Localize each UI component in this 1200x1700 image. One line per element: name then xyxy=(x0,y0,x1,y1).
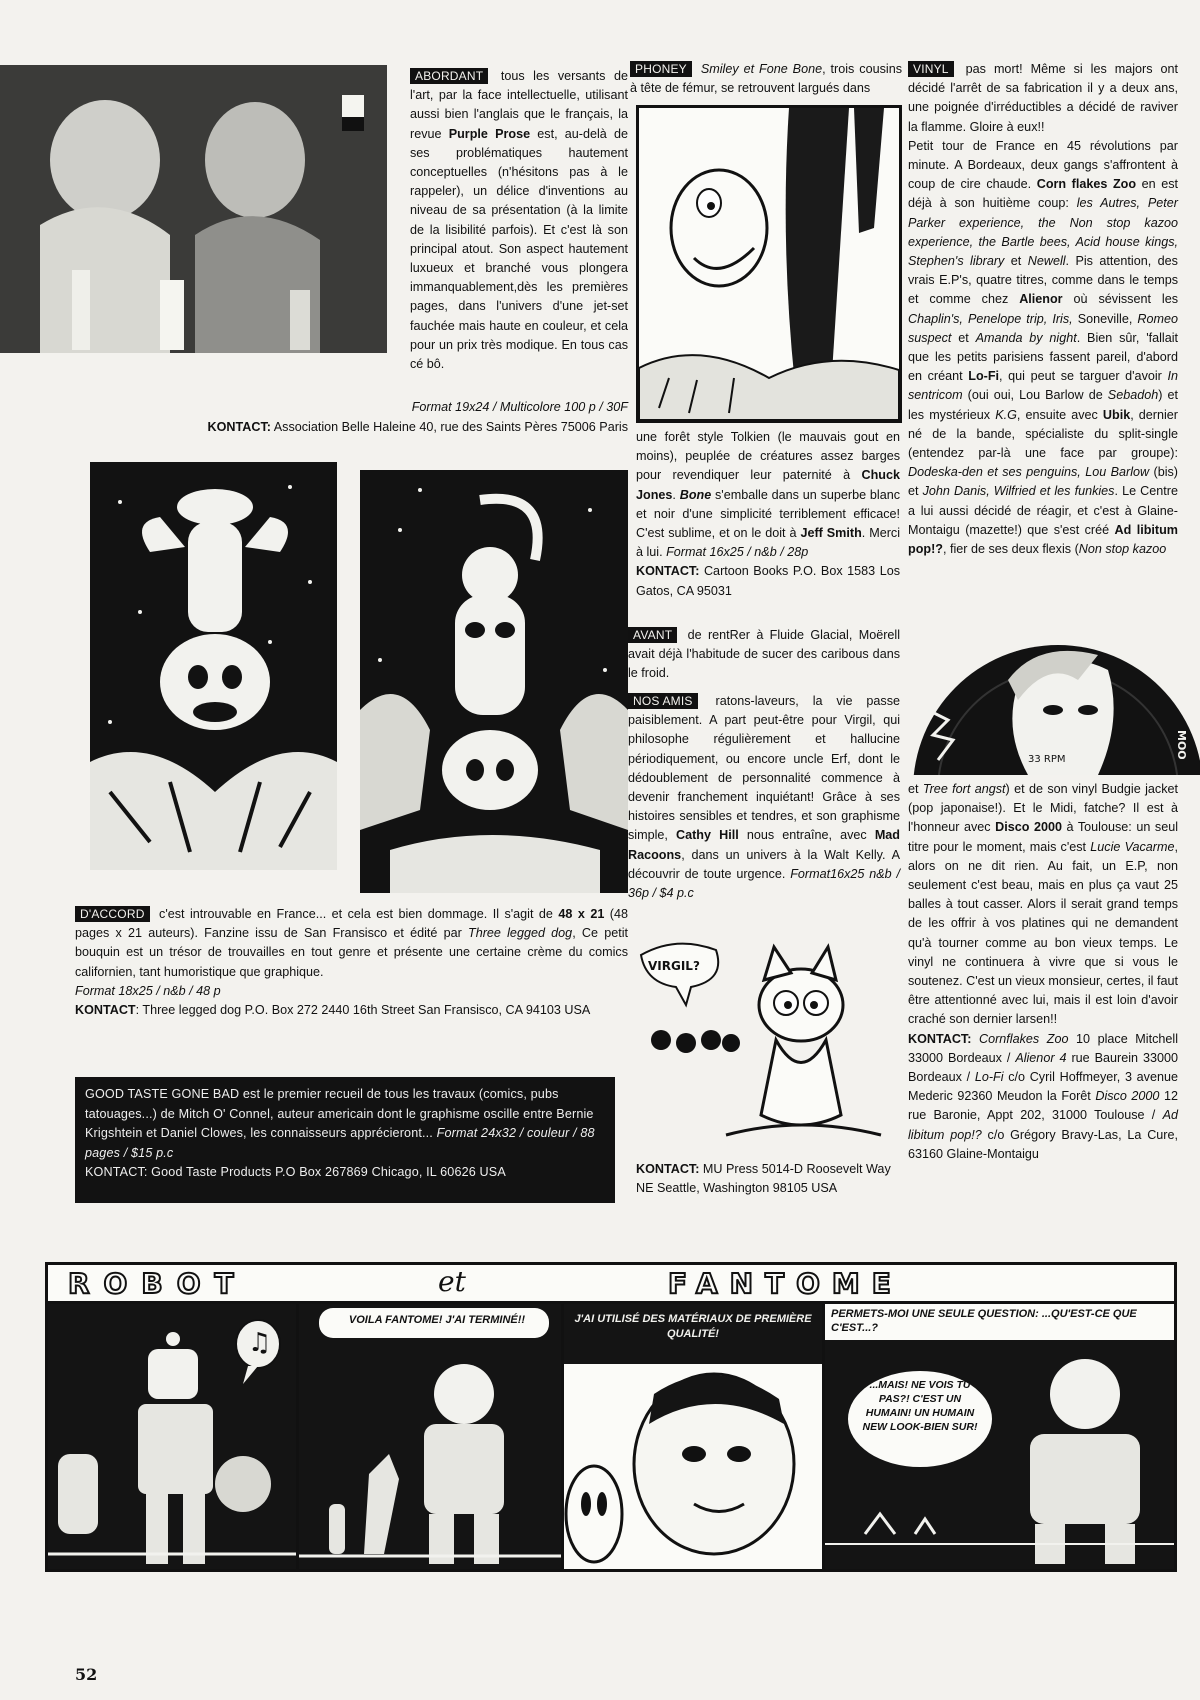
strip-title-bar xyxy=(48,1265,1174,1304)
robot-et-fantome-strip xyxy=(45,1262,1177,1572)
abordant-kontact: KONTACT: Association Belle Haleine 40, rue des Saints Pères 75006 Paris xyxy=(207,420,628,434)
record-drawing xyxy=(908,640,1200,775)
good-taste-box: GOOD TASTE GONE BAD est le premier recueil de tous les travaux (comics, pubs tatouages...) de Mitch O' Connel, auteur americain dont le graphisme oscille entre Bernie Krigshtein et Daniel Clowes, les connaisseurs apprécieront... Format 24x32 / couleur / 88 pages / $15 p.c KONTACT: Good Taste Products P.O Box 267869 Chicago, IL 60626 USA xyxy=(75,1077,615,1203)
virgil-balloon-text: VIRGIL? xyxy=(648,959,700,973)
page-number: 52 xyxy=(75,1665,98,1684)
strip-panel-3 xyxy=(564,1304,825,1569)
vinyl-record-illustration xyxy=(908,640,1200,775)
strip-title-et: et xyxy=(438,1265,466,1298)
section-tag-vinyl: VINYL xyxy=(908,61,954,77)
panel-4-drawing xyxy=(825,1304,1174,1569)
strip-panel-4 xyxy=(825,1304,1174,1569)
panel-4-balloon-answer: ...MAIS! NE VOIS TU PAS?! C'EST UN HUMAIN! UN HUMAIN NEW LOOK-BIEN SUR! xyxy=(862,1379,978,1433)
purple-prose-title: Purple Prose xyxy=(448,126,531,141)
panel-4-balloon-question: PERMETS-MOI UNE SEULE QUESTION: ...QU'EST-CE QUE C'EST...? xyxy=(831,1308,1137,1334)
avant-article: AVANT de rentRer à Fluide Glacial, Moërell avait déjà l'habitude de sucer des caribous dans le froid. xyxy=(628,628,900,681)
abordant-article: ABORDANT tous les versants de l'art, par la face intellectuelle, utilisant aussi bien l'anglais que le français, la revue Purple Prose est, au-delà de ses problématiques hautement conceptuelles (n'hésitons pas à le rappeler), un délice d'inventions au niveau de sa présentation (à la limite de la lisibilité parfois). Et c'est là son principal atout. Son aspect hautement luxueux et branché vous plongera immanquablement,dès les premières pages, dans l'univers d'une jet-set fauchée mais haute en couleur, et cela pour un prix très modique. En tous cas cé bô. xyxy=(410,69,628,372)
bone-illustration-left xyxy=(90,462,337,870)
vinyl-article-part2: et Tree fort angst) et de son vinyl Budgie jacket (pop japonaise!). Et le Midi, fatche? Il est à l'honneur avec Disco 2000 à Toulouse: un seul titre pour le moment, mais c'est Lucie Vacarme, alors on ne dit rien. Au fait, un E.P, non seulement c'est beau, mais en plus ça vaut 25 balles à tout casser. Alors il serait grand temps de les offrir à vos platines qui ne demandent qu'à tourner comme au bon vieux temps. Le vinyl ne continuera à vivre que si vous le soutenez. C'est un vieux monsieur, certes, il faut être attentionné avec lui, mais il est loin d'avoir craché son dernier larsen!! KONTACT: Cornflakes Zoo 10 place Mitchell 33000 Bordeaux / Alienor 4 rue Baurein 33000 Bordeaux / Lo-Fi c/o Cyril Hoffmeyer, 3 avenue Mederic 92360 Meudon la Forêt Disco 2000 12 rue Baronie, Appt 202, 31000 Toulouse / Ad libitum pop!? c/o Grégory Bravy-Las, La Cure, 63160 Glaine-Montaigu xyxy=(908,782,1179,1161)
panel-3-drawing xyxy=(564,1304,822,1569)
panel-2-balloon: VOILA FANTOME! J'AI TERMINÉ!! xyxy=(348,1314,526,1326)
nos-amis-article: NOS AMIS ratons-laveurs, la vie passe paisiblement. A part peut-être pour Virgil, qui philosophe régulièrement et hallucine périodiquement, ou encore uncle Erf, dont le dédoublement de personnalité commence à devenir franchement inquiétant! Grâce à ses histoires sensibles et tendres, et son graphisme simple, Cathy Hill nous entraîne, avec Mad Racoons, dans un univers à la Walt Kelly. A découvrir de toute urgence. Format16x25 n&b / 36p / $4 p.c xyxy=(628,694,900,901)
vinyl-article-part1: VINYL pas mort! Même si les majors ont décidé l'arrêt de sa fabrication il y a deux ans, une poignée d'irréductibles a décidé de raviver la flamme. Gloire à eux!! Petit tour de France en 45 révolutions par minute. A Bordeaux, deux gangs s'affrontent à coup de cire chaude. Corn flakes Zoo en est déjà à son huitième coup: les Autres, Peter Parker experience, the Non stop kazoo experience, the Bartle bees, Acid house kings, Stephen's library et Newell. Pis attention, des vrais E.P's, quatre titres, comme dans le temps et comme chez Alienor où sévissent les Chaplin's, Penelope trip, Iris, Soneville, Romeo suspect et Amanda by night. Bien sûr, 'fallait que les petits parisiens fassent pareil, d'abord en créant Lo-Fi, qui peut se targuer d'avoir In sentricom (oui oui, Lou Barlow de Sebadoh) et les mystérieux K.G, ensuite avec Ubik, dernier né de la bande, spécialiste du split-single (entendez par-là une face par groupe): Dodeska-den et ses penguins, Lou Barlow (bis) et John Danis, Wilfried et les funkies. Le Centre a lui aussi décidé de réagir, et c'est à Glaine-Montaigu (mazette!) que s'est créé Ad libitum pop!?, fier de ses deux flexis (Non stop kazoo xyxy=(908,62,1179,557)
phoney-article: PHONEY Smiley et Fone Bone, trois cousins à tête de fémur, se retrouvent largués dans xyxy=(630,62,902,96)
section-tag-abordant: ABORDANT xyxy=(410,68,488,84)
virgil-illustration xyxy=(636,935,898,1160)
panel-3-balloon: J'AI UTILISÉ DES MATÉRIAUX DE PREMIÈRE QUALITÉ! xyxy=(574,1313,812,1340)
mad-racoons-kontact: KONTACT: MU Press 5014-D Roosevelt Way NE Seattle, Washington 98105 USA xyxy=(636,1162,891,1196)
bone-comic-panel xyxy=(636,105,902,423)
section-tag-nos-amis: NOS AMIS xyxy=(628,693,698,709)
bone-drawing-left xyxy=(90,462,337,870)
section-tag-avant: AVANT xyxy=(628,627,677,643)
record-side-text: MOO xyxy=(1175,730,1188,760)
bone-drawing-right xyxy=(360,470,628,893)
record-label-text: 33 RPM xyxy=(1028,754,1066,765)
strip-title-fantome: FANTOME xyxy=(668,1267,903,1300)
strip-panel-2 xyxy=(299,1304,564,1569)
virgil-drawing xyxy=(636,935,898,1160)
abordant-format: Format 19x24 / Multicolore 100 p / 30F xyxy=(411,400,628,414)
section-tag-phoney: PHONEY xyxy=(630,61,692,77)
strip-title-robot: ROBOT xyxy=(68,1267,248,1300)
purple-prose-photo xyxy=(0,65,387,353)
bone-article: une forêt style Tolkien (le mauvais gout en moins), peuplée de créatures assez barges pour revendiquer leur paternité à Chuck Jones. Bone s'emballe dans un superbe blanc et noir d'une simplicité terriblement efficace! C'est sublime, et on le doit à Jeff Smith. Merci à lui. Format 16x25 / n&b / 28p KONTACT: Cartoon Books P.O. Box 1583 Los Gatos, CA 95031 xyxy=(636,430,900,598)
panel-2-drawing xyxy=(299,1304,561,1569)
photo-illustration xyxy=(0,65,387,353)
section-tag-daccord: D'ACCORD xyxy=(75,906,150,922)
bone-illustration-right xyxy=(360,470,628,893)
daccord-article: D'ACCORD c'est introuvable en France... et cela est bien dommage. Il s'agit de 48 x 21 (48 pages x 21 auteurs). Fanzine issu de San Fransisco et édité par Three legged dog, Ce petit bouquin est un trésor de trouvailles en tout genre et présente une certaine crème du comics californien, tant humoristique que graphique. Format 18x25 / n&b / 48 p KONTACT: Three legged dog P.O. Box 272 2440 16th Street San Fransisco, CA 94103 USA xyxy=(75,907,629,1018)
panel-1-balloon: ♫ xyxy=(248,1328,272,1358)
bone-comic-drawing xyxy=(639,108,899,420)
strip-panel-1 xyxy=(48,1304,299,1569)
